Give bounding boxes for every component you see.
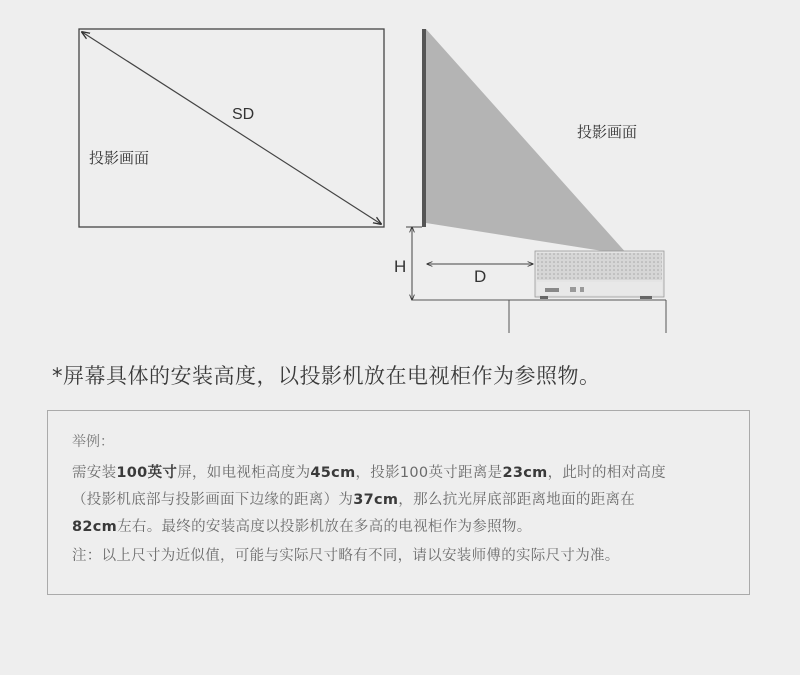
installation-note: *屏幕具体的安装高度，以投影机放在电视柜作为参照物。 [52, 364, 601, 388]
height-label: H [394, 257, 407, 276]
distance-label: D [474, 267, 487, 286]
bold-text: 23cm [502, 465, 548, 481]
bold-text: 82cm [72, 519, 118, 535]
projection-beam [426, 29, 628, 255]
bold-text: 45cm [310, 465, 356, 481]
example-line-1 [72, 461, 666, 482]
projector [535, 251, 664, 299]
screen-label: 投影画面 [89, 149, 150, 167]
example-line-2 [72, 488, 635, 509]
text: ，此时的相对高度 [547, 465, 666, 481]
diagonal-arrow [82, 32, 381, 224]
bold-text: 37cm [353, 492, 399, 508]
example-heading: 举例： [72, 434, 114, 450]
text: ，那么抗光屏底部距离地面的距离在 [398, 492, 636, 508]
example-line-3 [72, 515, 532, 536]
text: 左右。最终的安装高度以投影机放在多高的电视柜作为参照物。 [117, 519, 532, 535]
bold-text: 100英寸 [116, 465, 178, 481]
example-footnote: 注：以上尺寸为近似值，可能与实际尺寸略有不同，请以安装师傅的实际尺寸为准。 [72, 548, 620, 564]
example-box [47, 410, 750, 595]
text: 需安装 [72, 465, 117, 481]
text: ，投影100英寸距离是 [355, 465, 503, 481]
diagonal-label: SD [232, 106, 255, 123]
screen-side-panel [422, 29, 426, 227]
projection-label: 投影画面 [577, 123, 638, 141]
text: （投影机底部与投影画面下边缘的距离）为 [72, 492, 354, 508]
text: 屏，如电视柜高度为 [177, 465, 311, 481]
